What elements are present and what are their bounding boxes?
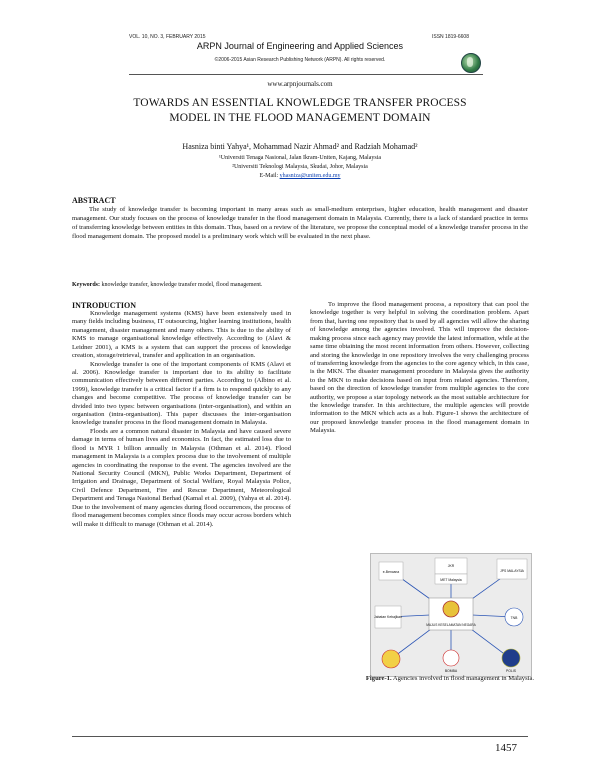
mkn-crest-icon (443, 601, 459, 617)
agency-label: JKR (447, 564, 455, 568)
arpn-globe-logo-icon (461, 53, 481, 73)
authors: Hasniza binti Yahya¹, Mohammad Nazir Ahmad² and Radziah Mohamad² (182, 142, 418, 151)
agency-label: Jabatan Kebajikan (374, 615, 402, 619)
copyright-notice: ©2006-2015 Asian Research Publishing Network (ARPN). All rights reserved. (214, 57, 386, 63)
header-divider (129, 74, 483, 75)
email-line (72, 173, 528, 179)
paragraph: To improve the flood management process, a repository that can pool the knowledge together is very helpful in solving the coordination problem. Apart from that, having one repository that is used by all agencies will allow the sharing of knowledge among the agencies involved. This will improve the decision-making process since each agency may provide the latest information, while at the same time obtaining the most recent information from others. However, collecting and storing the knowledge in one repository involves the very challenging process of transferring knowledge from the agencies to the core agency which, in this case, is the MKN. The disaster management procedure in Malaysia gives the authority to the MKN to make decisions based on input from related agencies. Therefore, based on the direction of knowledge transfer from multiple agencies to the core authority, we propose a star topology network as the most suitable architecture for the knowledge transfer. In this architecture, the multiple agencies will provide information to the MKN which acts as a hub. Figure-1 shows the architecture of our proposed knowledge transfer process in the flood management domain in Malaysia. (310, 301, 529, 435)
email-label: E-Mail: (259, 173, 280, 179)
hub-node (426, 598, 476, 630)
volume-issue: VOL. 10, NO. 3, FEBRUARY 2015 (129, 34, 206, 40)
figure-caption-text: Agencies involved in flood management in Malaysia. (391, 675, 535, 682)
figure-caption-label: Figure-1. (365, 675, 392, 682)
page-number: 1457 (495, 742, 517, 754)
hub-label: MAJLIS KESELAMATAN NEGARA (426, 623, 476, 627)
keywords-label: Keywords: (72, 282, 100, 288)
keywords-text: knowledge transfer, knowledge transfer model, flood management. (100, 282, 263, 288)
footer-divider (72, 736, 528, 737)
right-column (310, 301, 529, 436)
abstract-text: The study of knowledge transfer is becoming important in many areas such as small-medium enterprises, higher education, health management and disaster management. Our study focuses on the process of knowledge transfer in the flood management domain in Malaysia. Currently, there is a lack of standard practice in terms of transferring knowledge between entities in this domain. Thus, based on a review of the literature, we propose the conceptual model of a knowledge transfer process in the flood management domain. The proposed model is a preliminary work which will be evaluated in the next phase. (72, 206, 528, 240)
agency-label: POLIS (506, 669, 516, 673)
paragraph: Knowledge management systems (KMS) have been extensively used in many fields including business, IT outsourcing, higher learning institutions, health management, disaster management and many others. This is due to the ability of KMS to manage organisational knowledge effectively. According to (Alavi & Leidner 2001), a KMS is a system that can support the process of knowledge creation, storage/retrieval, transfer and application in an organisation. (72, 310, 291, 360)
issn: ISSN 1819-6608 (432, 34, 469, 40)
figure-1-diagram (370, 553, 532, 677)
agency-label: e-Bencana (382, 570, 400, 574)
title-line-2: MODEL IN THE FLOOD MANAGEMENT DOMAIN (169, 112, 431, 124)
introduction-heading: INTRODUCTION (72, 301, 137, 310)
paragraph: Knowledge transfer is one of the important components of KMS (Alavi et al. 2006). Knowledge transfer is important due to its ability to facilitate communication effectively between different parties. According to (Albino et al. 1999), knowledge transfer is a critical factor if a firm is to respond quickly to any changes and become competitive. The process of knowledge transfer can be divided into two types: between organisations (inter-organisation), and within an organisation (intra-organisation). This paper discusses the inter-organisation knowledge transfer process in the flood management domain in Malaysia. (72, 360, 291, 427)
left-column (72, 310, 291, 529)
journal-website[interactable]: www.arpnjournals.com (267, 80, 333, 88)
email-link[interactable]: yhasniza@uniten.edu.my (279, 173, 341, 179)
paragraph: Floods are a common natural disaster in Malaysia and have caused severe damage in terms of human lives and economics. In fact, the estimated loss due to flood is MYR 1 billion annually in Malaysia (Othman et al. 2014). Flood management in Malaysia is a complex process due to the involvement of multiple agencies in coordinating the response to the event. The agencies involved are the National Security Council (MKN), Public Works Department, Department of Irrigation and Drainage, Department of Social Welfare, Royal Malaysia Police, Civil Defence Department, Fire and Rescue Department, Meteorological Department and Tenaga Nasional Berhad (Kamal et al. 2009), (Yahya et al. 2014). Due to the involvement of many agencies during flood occurrences, the process of flood management becomes complex since floods may occur across borders which will make it difficult to manage (Othman et al. 2014). (72, 427, 291, 528)
agency-label: JPS MALAYSIA (500, 569, 524, 573)
agency-star-diagram (371, 554, 531, 676)
agency-label: TNB (510, 616, 518, 620)
agency-label: MET Malaysia (440, 578, 462, 582)
journal-name: ARPN Journal of Engineering and Applied Sciences (196, 41, 404, 51)
abstract-heading: ABSTRACT (72, 196, 116, 205)
paper-title (72, 96, 528, 126)
keywords (72, 282, 528, 288)
affiliation-2: ²Universiti Teknologi Malaysia, Skudai, Johor, Malaysia (232, 164, 368, 170)
agency-label: BOMBA (444, 669, 458, 673)
affiliation-1: ¹Universiti Tenaga Nasional, Jalan Ikram-Uniten, Kajang, Malaysia (218, 155, 382, 161)
figure-caption (360, 675, 540, 683)
title-line-1: TOWARDS AN ESSENTIAL KNOWLEDGE TRANSFER PROCESS (133, 97, 467, 109)
